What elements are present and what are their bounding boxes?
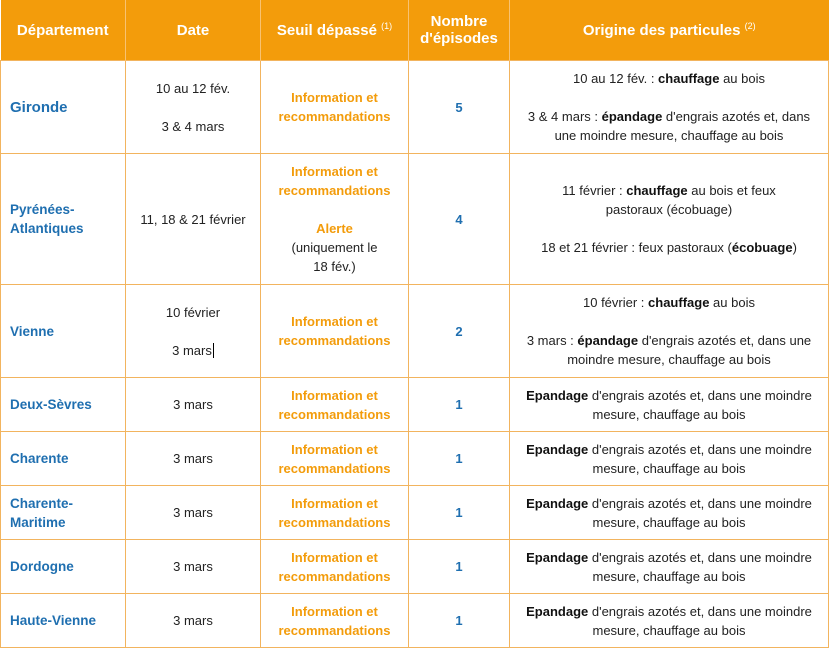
seuil-cell: Information et recommandations <box>261 378 409 432</box>
table-row <box>1 432 829 486</box>
origine-text: d'engrais azotés et, dans une moindre mesure, chauffage au bois <box>588 549 812 584</box>
header-origine-label: Origine des particules <box>582 22 741 39</box>
date-cell <box>126 61 261 154</box>
header-origine <box>510 0 829 61</box>
origine-text: 18 et 21 février : feux pastoraux ( <box>541 240 732 255</box>
header-nombre-line2: d'épisodes <box>420 30 498 47</box>
date-line: 10 février <box>165 304 221 320</box>
departement-cell: Vienne <box>1 285 126 378</box>
origine-bold: chauffage <box>648 295 710 310</box>
header-seuil <box>261 0 409 61</box>
origine-text: d'engrais azotés et, dans une moindre mesure, chauffage au bois <box>588 441 812 476</box>
alerte-note: (uniquement le 18 fév.) <box>291 240 378 274</box>
seuil-cell: Information et recommandations <box>261 61 409 154</box>
origine-text: 3 mars : <box>526 333 578 348</box>
header-nombre <box>409 0 510 61</box>
origine-cell <box>510 594 829 648</box>
origine-bold: chauffage <box>658 71 720 86</box>
alerte-label: Alerte <box>316 221 353 236</box>
header-origine-note: (2) <box>744 21 756 31</box>
origine-bold: chauffage <box>626 183 688 198</box>
origine-bold: Epandage <box>526 495 589 511</box>
departement-cell: Haute-Vienne <box>1 594 126 648</box>
date-cell <box>126 285 261 378</box>
origine-line <box>541 240 797 255</box>
origine-text: ) <box>792 240 797 255</box>
seuil-cell: Information et recommandations <box>261 486 409 540</box>
table-header-row <box>1 0 829 61</box>
header-nombre-line1: Nombre <box>430 13 488 30</box>
seuil-cell: Information et recommandations <box>261 432 409 486</box>
origine-bold: Epandage <box>526 603 589 619</box>
date-cell: 11, 18 & 21 février <box>126 154 261 285</box>
origine-cell <box>510 486 829 540</box>
origine-cell <box>510 540 829 594</box>
date-cell: 3 mars <box>126 540 261 594</box>
departement-cell: Charente <box>1 432 126 486</box>
origine-line <box>544 181 794 219</box>
origine-bold: Epandage <box>526 549 589 565</box>
table-row <box>1 61 829 154</box>
origine-line <box>528 109 810 143</box>
departement-cell: Pyrénées-Atlantiques <box>1 154 126 285</box>
origine-text: d'engrais azotés et, dans une moindre mesure, chauffage au bois <box>588 495 812 530</box>
origine-cell <box>510 61 829 154</box>
origine-text: 3 & 4 mars : <box>527 109 602 124</box>
episode-count-cell: 1 <box>409 432 510 486</box>
origine-line <box>583 295 755 310</box>
header-seuil-label: Seuil dépassé <box>276 22 377 39</box>
header-seuil-note: (1) <box>381 21 393 31</box>
origine-text: d'engrais azotés et, dans une moindre mesure, chauffage au bois <box>588 387 812 422</box>
episode-count-cell: 1 <box>409 594 510 648</box>
departement-cell: Charente-Maritime <box>1 486 126 540</box>
departement-cell: Dordogne <box>1 540 126 594</box>
origine-bold: épandage <box>601 109 663 124</box>
episode-count-cell: 1 <box>409 378 510 432</box>
seuil-cell: Information et recommandations <box>261 594 409 648</box>
table-row <box>1 486 829 540</box>
origine-line <box>573 71 765 86</box>
episode-count-cell: 2 <box>409 285 510 378</box>
origine-text: d'engrais azotés et, dans une moindre mesure, chauffage au bois <box>567 333 812 367</box>
seuil-label: Information et recommandations <box>278 164 391 198</box>
date-cell: 3 mars <box>126 378 261 432</box>
date-line: 3 & 4 mars <box>161 118 225 134</box>
origine-text: 10 au 12 fév. : <box>573 71 659 86</box>
seuil-cell: Information et recommandations <box>261 285 409 378</box>
date-line[interactable]: 3 mars <box>172 342 212 358</box>
table-row <box>1 154 829 285</box>
episode-count-cell: 1 <box>409 540 510 594</box>
episode-count-cell: 5 <box>409 61 510 154</box>
origine-text: 11 février : <box>562 183 627 198</box>
origine-text: au bois et feux pastoraux (écobuage) <box>605 183 776 217</box>
table-row <box>1 285 829 378</box>
origine-bold: Epandage <box>526 387 589 403</box>
table-row <box>1 378 829 432</box>
seuil-cell: Information et recommandations <box>261 540 409 594</box>
header-departement: Département <box>1 0 126 61</box>
origine-text: au bois <box>709 295 755 310</box>
date-line: 10 au 12 fév. <box>155 80 231 96</box>
header-date: Date <box>126 0 261 61</box>
departement-cell: Deux-Sèvres <box>1 378 126 432</box>
origine-cell <box>510 154 829 285</box>
origine-text: au bois <box>719 71 765 86</box>
table-row <box>1 594 829 648</box>
origine-cell <box>510 378 829 432</box>
seuil-cell <box>261 154 409 285</box>
origine-text: 10 février : <box>583 295 649 310</box>
origine-line <box>527 333 811 367</box>
origine-text: d'engrais azotés et, dans une moindre mesure, chauffage au bois <box>588 603 812 638</box>
origine-bold: Epandage <box>526 441 589 457</box>
date-cell: 3 mars <box>126 594 261 648</box>
origine-cell <box>510 285 829 378</box>
origine-bold: épandage <box>577 333 639 348</box>
date-cell: 3 mars <box>126 432 261 486</box>
table-row <box>1 540 829 594</box>
origine-bold: écobuage <box>731 240 793 255</box>
episode-count-cell: 4 <box>409 154 510 285</box>
episode-count-cell: 1 <box>409 486 510 540</box>
departement-cell: Gironde <box>1 61 126 154</box>
date-cell: 3 mars <box>126 486 261 540</box>
origine-text: d'engrais azotés et, dans une moindre mesure, chauffage au bois <box>554 109 811 143</box>
origine-cell <box>510 432 829 486</box>
